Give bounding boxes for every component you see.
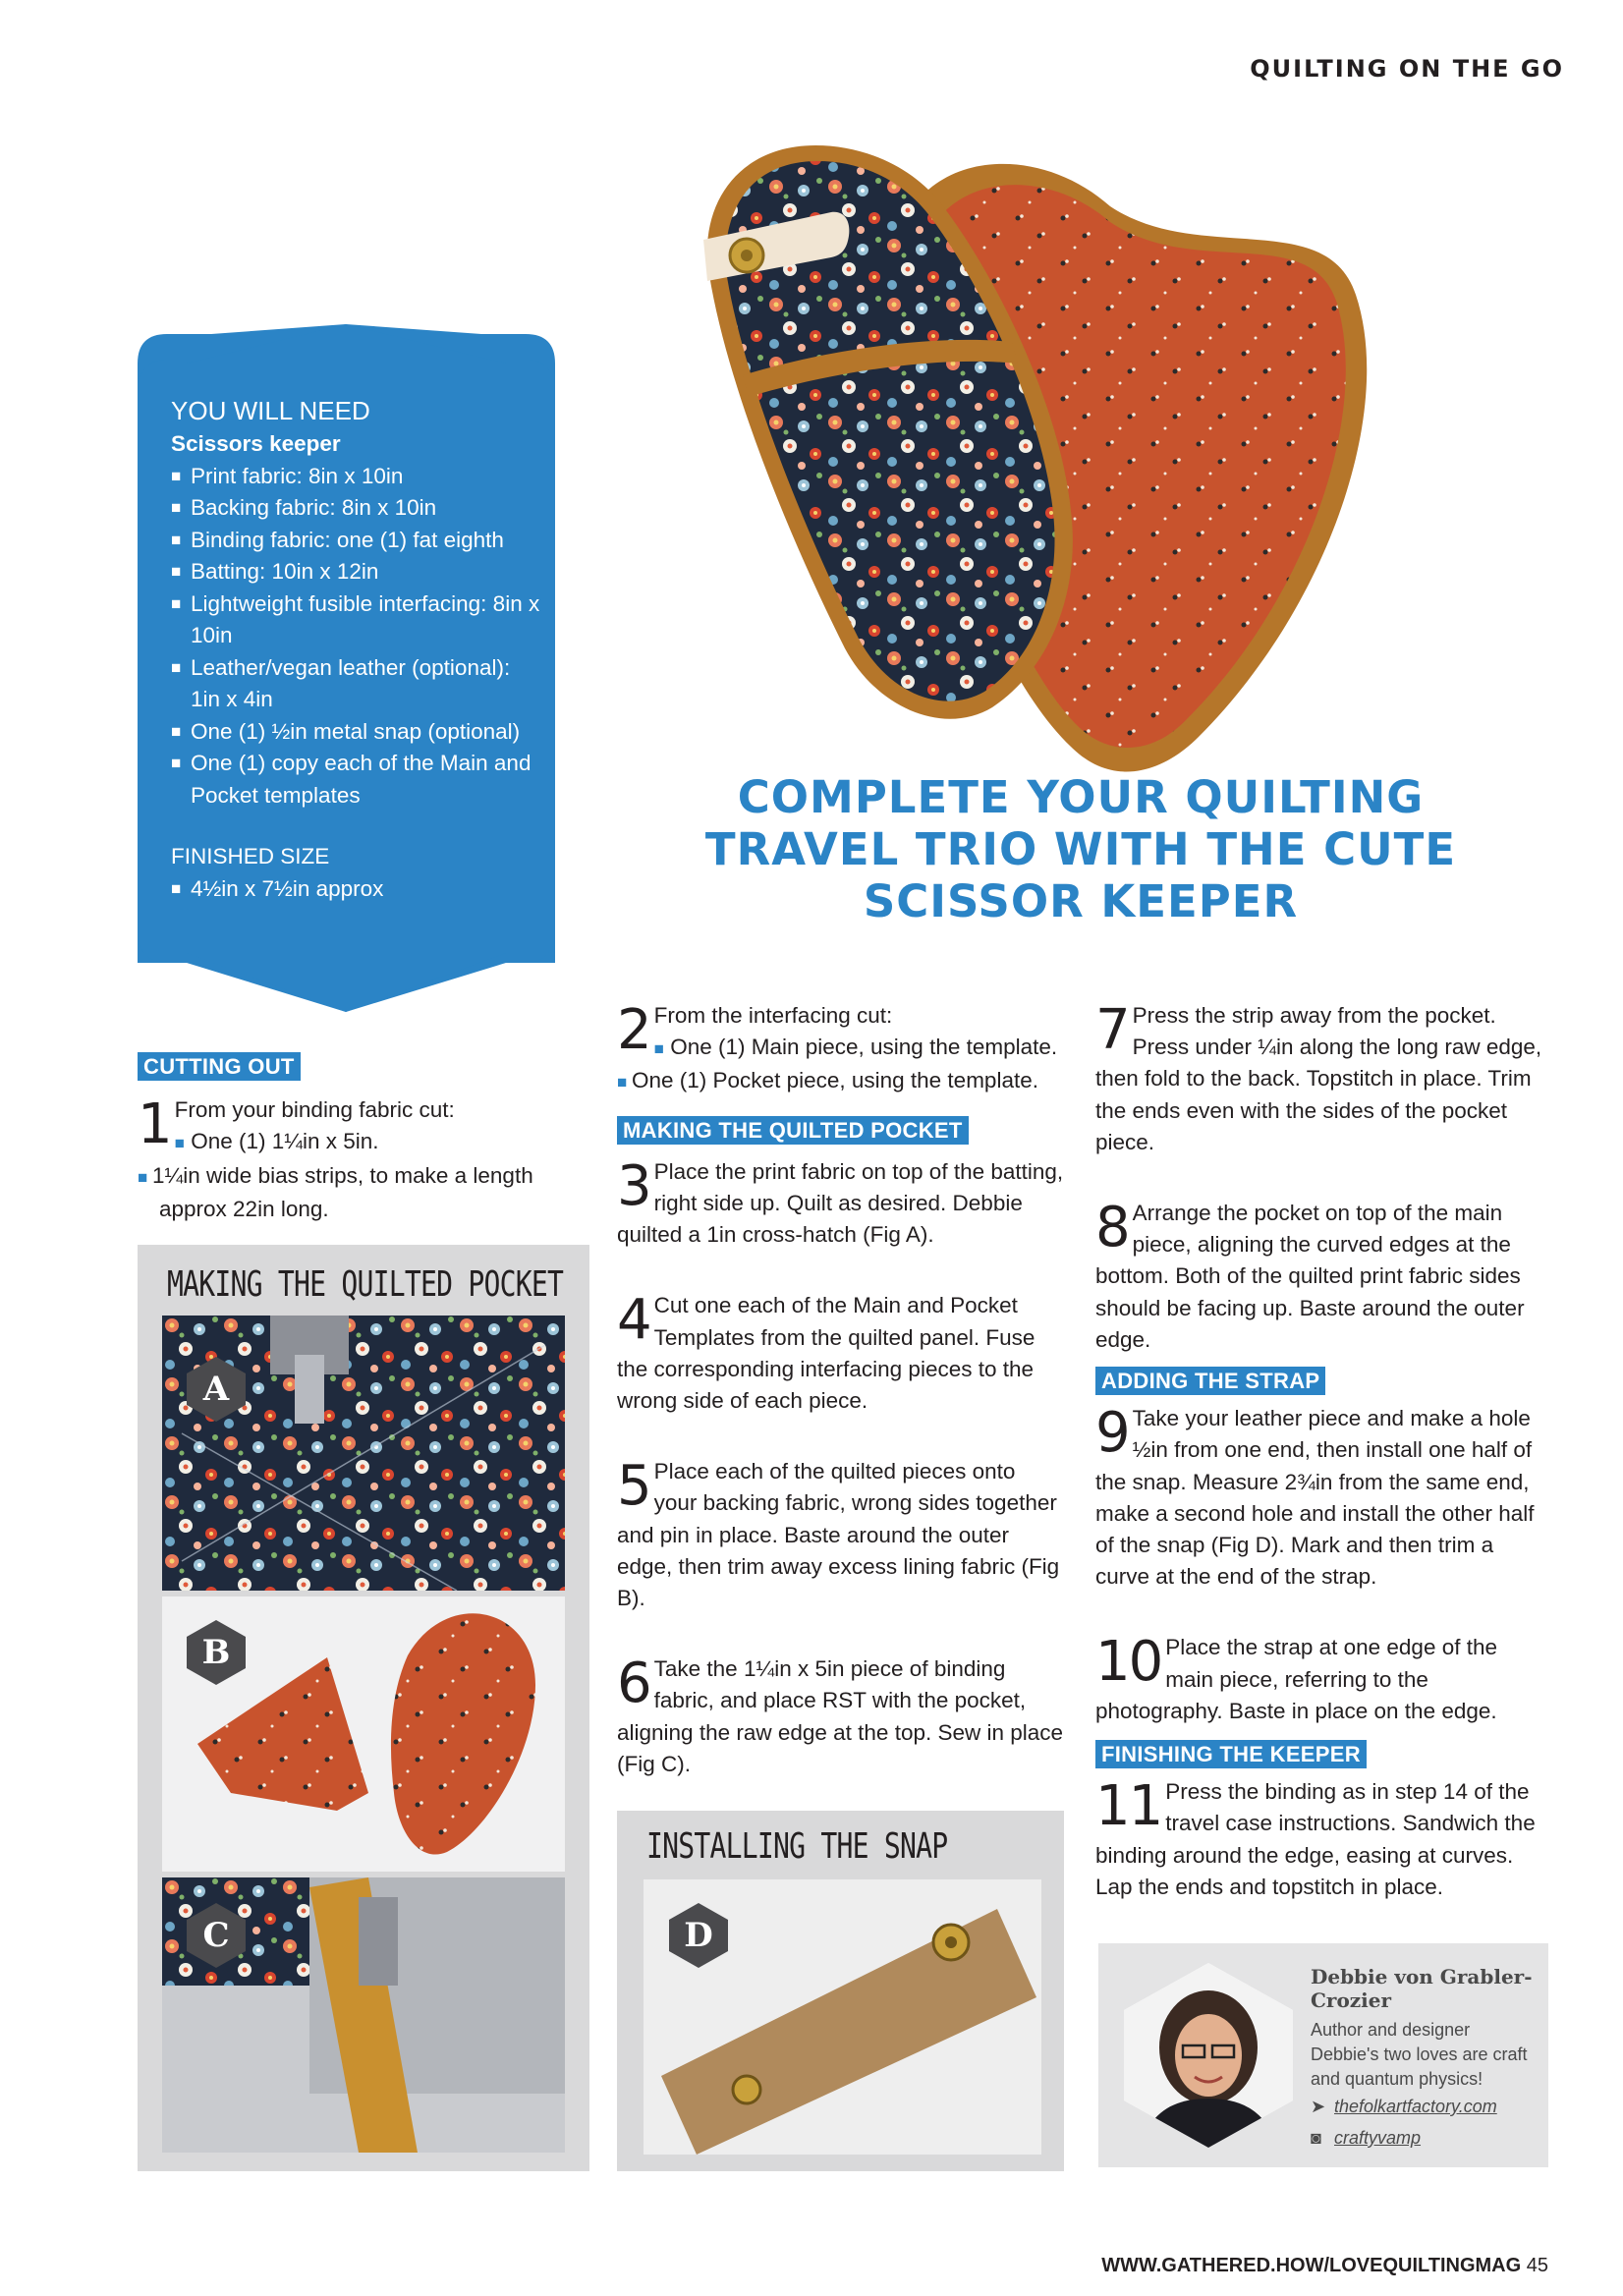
step-text: Place the strap at one edge of the main piece, referring to the photography. Baste in place on the edge. (1095, 1635, 1498, 1723)
cutting-out-section (138, 1051, 565, 1225)
author-bio (1311, 2018, 1546, 2092)
list-item: ■ One (1) ½in metal snap (optional) (171, 716, 544, 749)
author-box (1098, 1943, 1548, 2167)
author-bio-text: Debbie's two loves are craft and quantum physics! (1311, 2044, 1528, 2089)
step-text: From the interfacing cut: (653, 1003, 893, 1028)
panel-title: MAKING THE QUILTED POCKET (167, 1264, 564, 1305)
magazine-url[interactable]: WWW.GATHERED.HOW/LOVEQUILTINGMAG (1101, 2255, 1522, 2276)
step-text: Take your leather piece and make a hole ½in from one end, then install one half of the snap. Measure 2¾in from the same end, make a second hole and install the other half of the snap (Fig D). Mark and then trim a curve at the end of the strap. (1095, 1406, 1535, 1590)
headline-line: TRAVEL TRIO WITH THE CUTE (704, 823, 1457, 875)
step-bullet: One (1) Main piece, using the template. (670, 1035, 1058, 1060)
step-bullet: 1¼in wide bias strips, to make a length approx 22in long. (152, 1162, 533, 1221)
step-bullet: One (1) Pocket piece, using the template. (632, 1068, 1038, 1093)
snap-bottom-icon (733, 2076, 760, 2103)
step-text: Place the print fabric on top of the batting, right side up. Quilt as desired. Debbie quilted a 1in cross-hatch (Fig A). (617, 1158, 1064, 1248)
step-text: From your binding fabric cut: (174, 1097, 455, 1123)
step-number: 6 (617, 1652, 650, 1716)
step-number: 9 (1095, 1401, 1129, 1466)
making-pocket-heading: MAKING THE QUILTED POCKET (617, 1116, 969, 1145)
step-3 (617, 1153, 1064, 1252)
list-item: ■ Lightweight fusible interfacing: 8in x 10in (171, 588, 544, 652)
bullet-square-icon: ■ (174, 1134, 185, 1153)
step-number: 5 (617, 1454, 650, 1519)
step-5 (617, 1456, 1064, 1614)
column-2 (617, 1000, 1064, 1780)
headline (639, 771, 1523, 927)
finished-size-value: ■ 4½in x 7½in approx (171, 873, 544, 906)
list-item: ■ Print fabric: 8in x 10in (171, 461, 544, 493)
step-number: 7 (1095, 998, 1129, 1062)
scissor-keeper-illustration (648, 118, 1425, 865)
cutting-out-heading: CUTTING OUT (138, 1052, 301, 1081)
column-3 (1095, 1000, 1547, 1903)
author-photo (1120, 1961, 1297, 2150)
step-7 (1095, 1000, 1547, 1158)
finishing-heading: FINISHING THE KEEPER (1095, 1740, 1367, 1768)
website-link[interactable]: ➤ thefolkartfactory.com (1311, 2097, 1497, 2116)
hero-photo (648, 118, 1425, 865)
list-item: ■ Binding fabric: one (1) fat eighth (171, 525, 544, 557)
step-number: 2 (617, 998, 650, 1062)
step-text: Place each of the quilted pieces onto your backing fabric, wrong sides together and pin in place. Baste around the outer edge, then trim away excess lining fabric (Fig B). (617, 1459, 1060, 1611)
step-4 (617, 1290, 1064, 1417)
step-text: Arrange the pocket on top of the main piece, aligning the curved edges at the bottom. Both of the quilted print fabric sides should be facing up. Baste around the outer edge. (1095, 1201, 1525, 1352)
figure-d-label: D (664, 1901, 733, 1970)
step-10 (1095, 1632, 1547, 1727)
step-text: Cut one each of the Main and Pocket Templates from the quilted panel. Fuse the corresponding interfacing pieces to the wrong side of each piece. (617, 1293, 1035, 1414)
step-number: 11 (1095, 1774, 1162, 1839)
figure-b-label: B (182, 1618, 251, 1687)
making-pocket-photo-panel (138, 1245, 589, 2171)
step-number: 8 (1095, 1196, 1129, 1260)
you-will-need-subtitle: Scissors keeper (171, 431, 341, 456)
page-number: 45 (1526, 2255, 1548, 2276)
list-item: ■ Backing fabric: 8in x 10in (171, 492, 544, 525)
step-number: 3 (617, 1153, 650, 1218)
instagram-icon: ◙ (1311, 2128, 1321, 2148)
step-9 (1095, 1403, 1547, 1593)
running-head: QUILTING ON THE GO (1250, 55, 1564, 83)
step-text: Press the strip away from the pocket. Press under ¼in along the long raw edge, then fold to the back. Topstitch in place. Trim the ends even with the sides of the pocket piece. (1095, 1003, 1542, 1154)
adding-strap-heading: ADDING THE STRAP (1095, 1367, 1325, 1395)
author-name: Debbie von Grabler-Crozier (1311, 1965, 1533, 2012)
list-item: ■ Batting: 10in x 12in (171, 556, 544, 588)
step-bullet: One (1) 1¼in x 5in. (191, 1129, 379, 1154)
bullet-square-icon: ■ (653, 1039, 664, 1059)
you-will-need-box (138, 324, 555, 1012)
step-bullet-line (138, 1160, 565, 1225)
step-text: Take the 1¼in x 5in piece of binding fabric, and place RST with the pocket, aligning the raw edge at the top. Sew in place (Fig C). (617, 1656, 1064, 1776)
bullet-square-icon: ■ (138, 1167, 152, 1187)
step-number: 1 (138, 1092, 171, 1157)
step-2 (617, 1000, 1064, 1065)
step-1 (138, 1094, 565, 1159)
step-number: 4 (617, 1288, 650, 1353)
cursor-icon: ➤ (1311, 2097, 1326, 2116)
instagram-link[interactable]: ◙ craftyvamp (1311, 2128, 1422, 2148)
you-will-need-title: YOU WILL NEED (171, 396, 370, 425)
bullet-square-icon: ■ (617, 1073, 632, 1092)
step-11 (1095, 1776, 1547, 1903)
headline-line: SCISSOR KEEPER (863, 875, 1299, 927)
materials-list (171, 461, 544, 812)
step-6 (617, 1653, 1064, 1780)
author-role: Author and designer (1311, 2020, 1471, 2040)
headline-line: COMPLETE YOUR QUILTING (737, 771, 1425, 823)
figure-a-label: A (182, 1355, 251, 1424)
step-number: 10 (1095, 1630, 1162, 1695)
finished-size-title: FINISHED SIZE (171, 844, 330, 868)
finished-size-list (171, 873, 544, 906)
step-bullet-line (617, 1065, 1064, 1098)
installing-snap-photo-panel (617, 1811, 1064, 2171)
list-item: ■ Leather/vegan leather (optional): 1in x 4in (171, 652, 544, 716)
step-8 (1095, 1198, 1547, 1356)
list-item: ■ One (1) copy each of the Main and Pocket templates (171, 748, 544, 812)
page-footer (1101, 2255, 1548, 2277)
step-text: Press the binding as in step 14 of the travel case instructions. Sandwich the binding around the edge, easing at curves. Lap the ends and topstitch in place. (1095, 1779, 1536, 1899)
figure-c-label: C (182, 1901, 251, 1970)
main-cut-piece (391, 1613, 535, 1854)
panel-title: INSTALLING THE SNAP (646, 1826, 948, 1867)
